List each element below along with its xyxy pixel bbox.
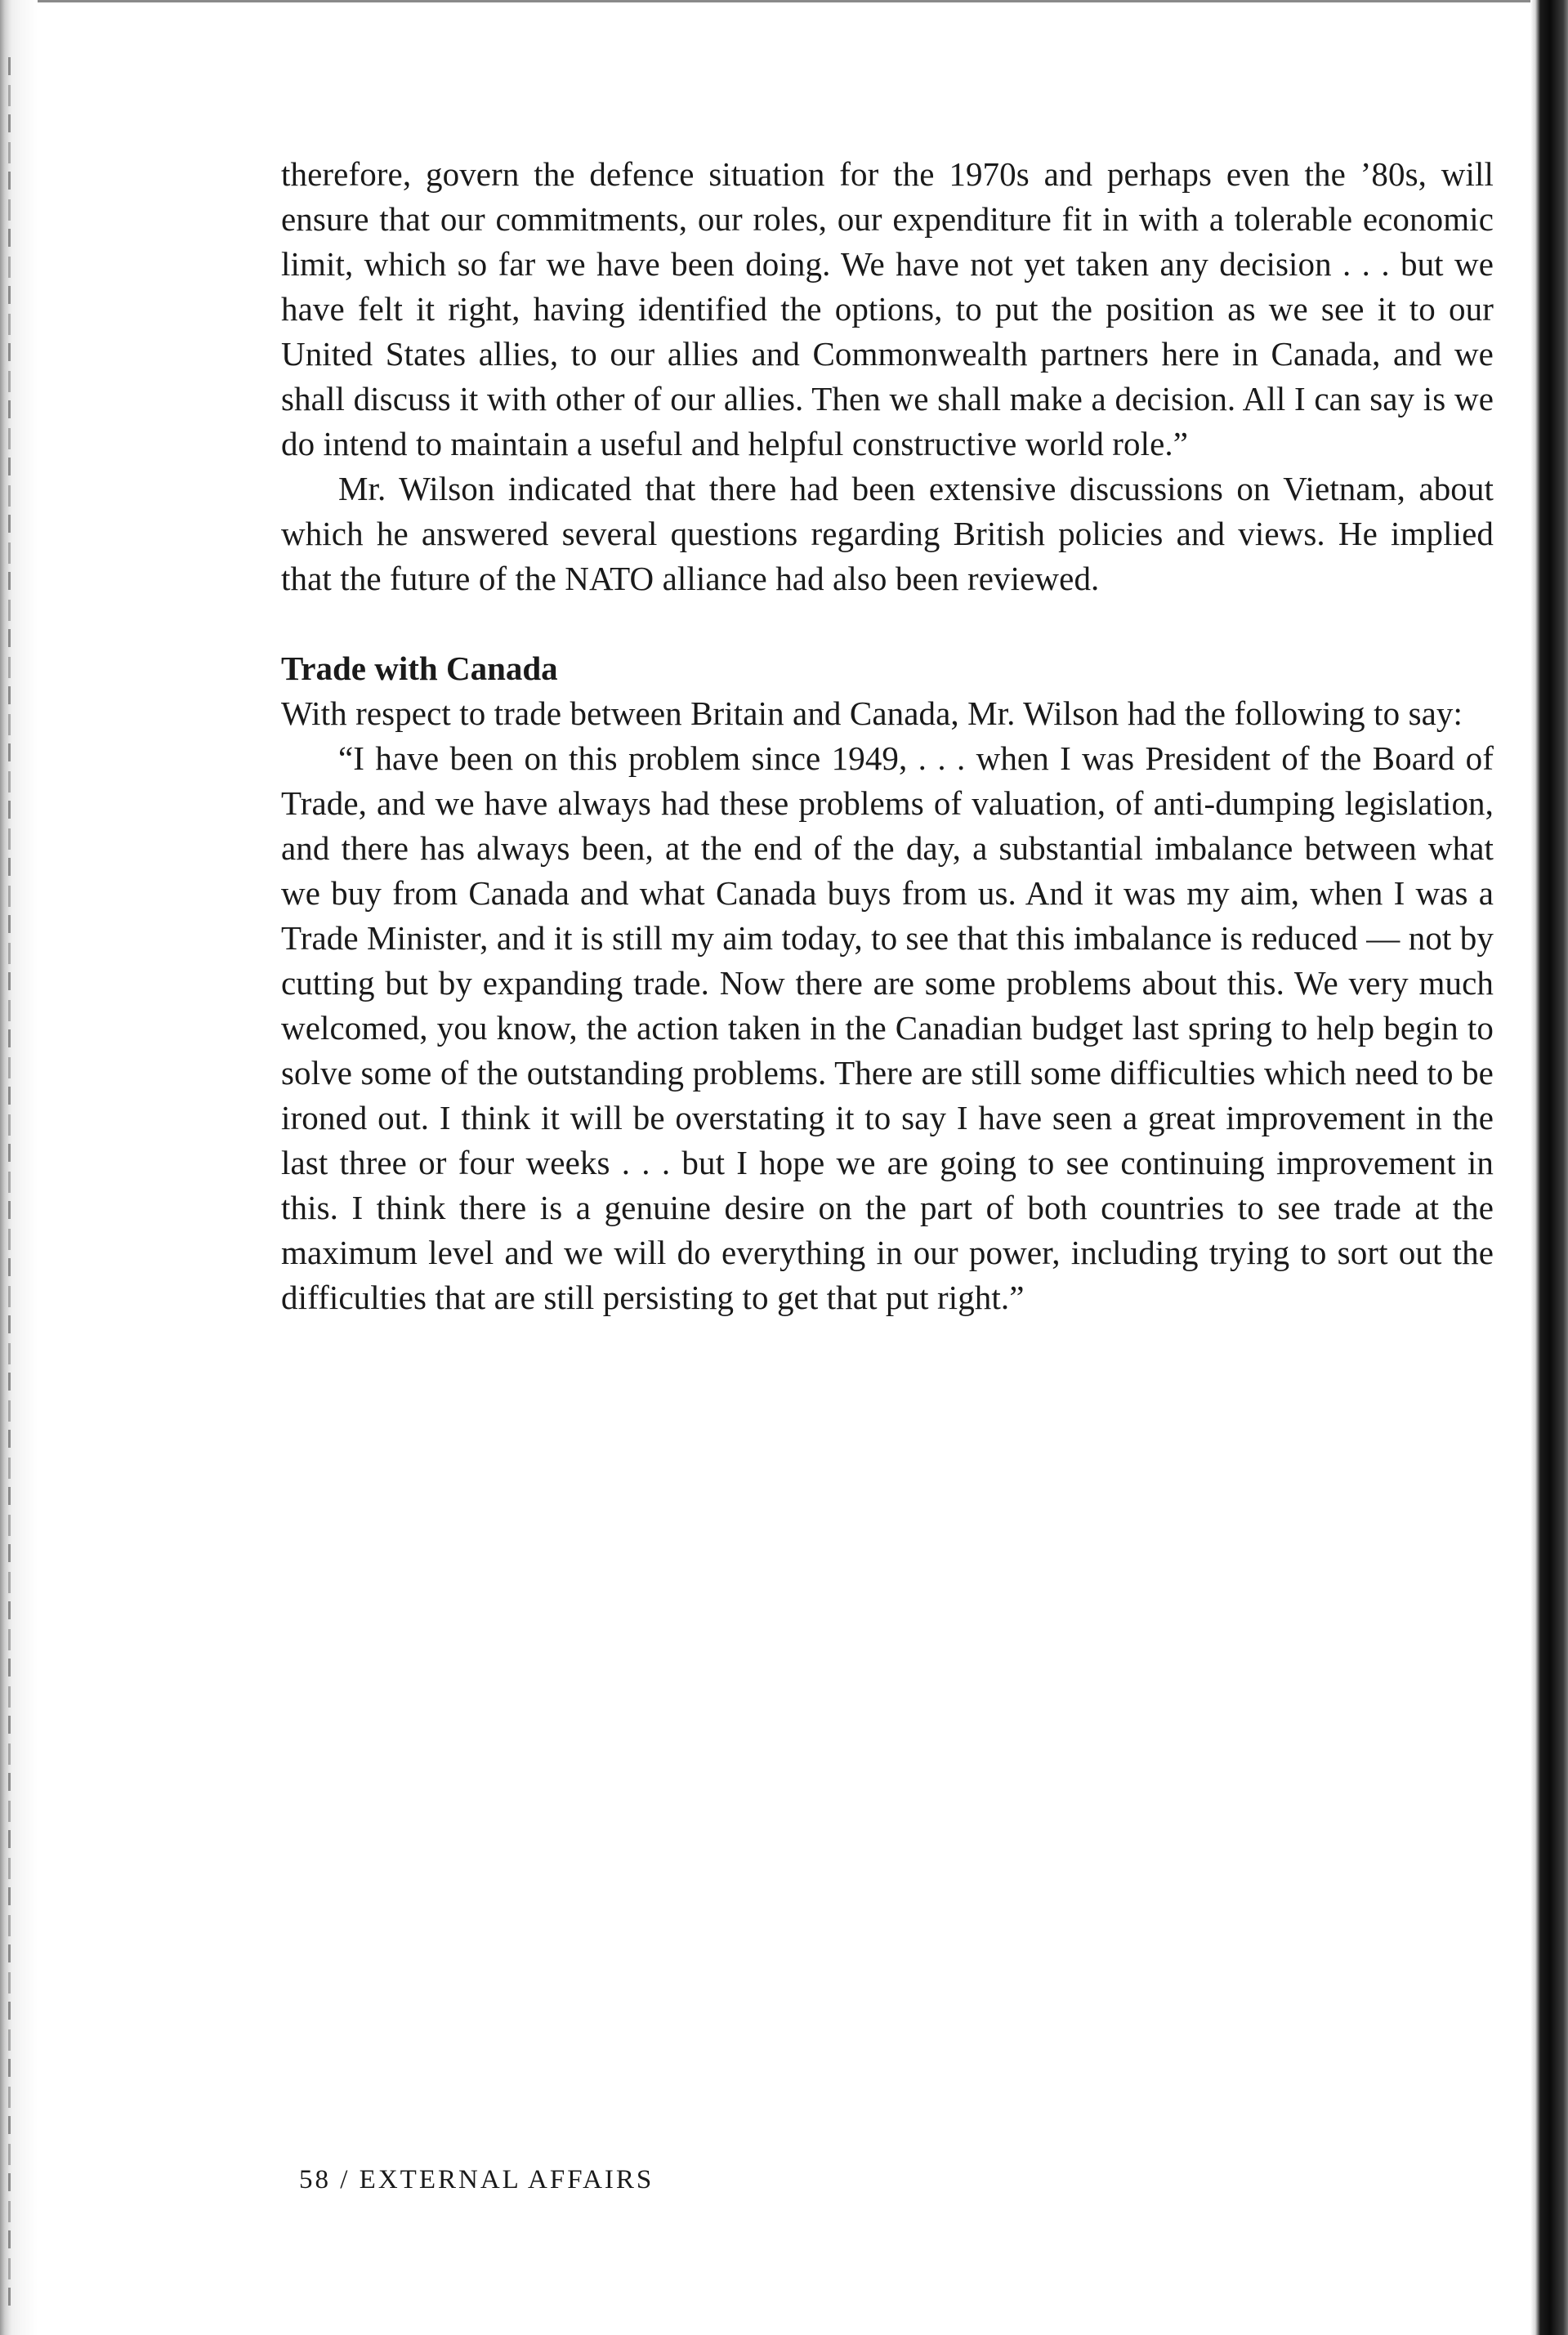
scan-top-edge: [0, 0, 1568, 2]
paragraph-trade-intro: With respect to trade between Britain and Canada, Mr. Wilson had the following to say:: [281, 694, 1463, 732]
scan-binding-marks: [8, 57, 11, 2312]
scan-right-edge: [1530, 0, 1568, 2335]
paragraph-trade-quote: “I have been on this problem since 1949, . . . when I was President of the Board of Trade, and we have always had these problems of valuation, of anti-dumping legislation, and there has always been, at the end of the day, a substantial imbalance between what we buy from Canada and what Canada buys from us. And it was my aim, when I was a Trade Minister, and it is still my aim today, to see that this imbalance is reduced — not by cutting but by expanding trade. Now there are some problems about this. We very much welcomed, you know, the action taken in the Canadian budget last spring to help begin to solve some of the outstanding problems. There are still some difficulties which need to be ironed out. I think it will be overstating it to say I have seen a great improvement in the last three or four weeks . . . but I hope we are going to see continuing improvement in this. I think there is a genuine desire on the part of both countries to see trade at the maximum level and we will do everything in our power, including trying to sort out the difficulties that are still persisting to get that put right.”: [281, 739, 1494, 1316]
page-footer: 58 / EXTERNAL AFFAIRS: [299, 2165, 654, 2194]
scan-left-edge: [0, 0, 38, 2335]
section-heading-trade: Trade with Canada: [281, 650, 558, 687]
paragraph-vietnam-nato: Mr. Wilson indicated that there had been extensive discussions on Vietnam, about which he answered several questions regarding British policies and views. He implied that the future of the NATO alliance had also been reviewed.: [281, 470, 1494, 597]
page-body: [281, 152, 1494, 1320]
paragraph-defence-continued: therefore, govern the defence situation for the 1970s and perhaps even the ’80s, will ensure that our commitments, our roles, our expenditure fit in with a tolerable economic limit, which so far we have been doing. We have not yet taken any decision . . . but we have felt it right, having identified the options, to put the position as we see it to our United States allies, to our allies and Commonwealth partners here in Canada, and we shall discuss it with other of our allies. Then we shall make a decision. All I can say is we do intend to maintain a useful and helpful constructive world role.”: [281, 155, 1494, 462]
